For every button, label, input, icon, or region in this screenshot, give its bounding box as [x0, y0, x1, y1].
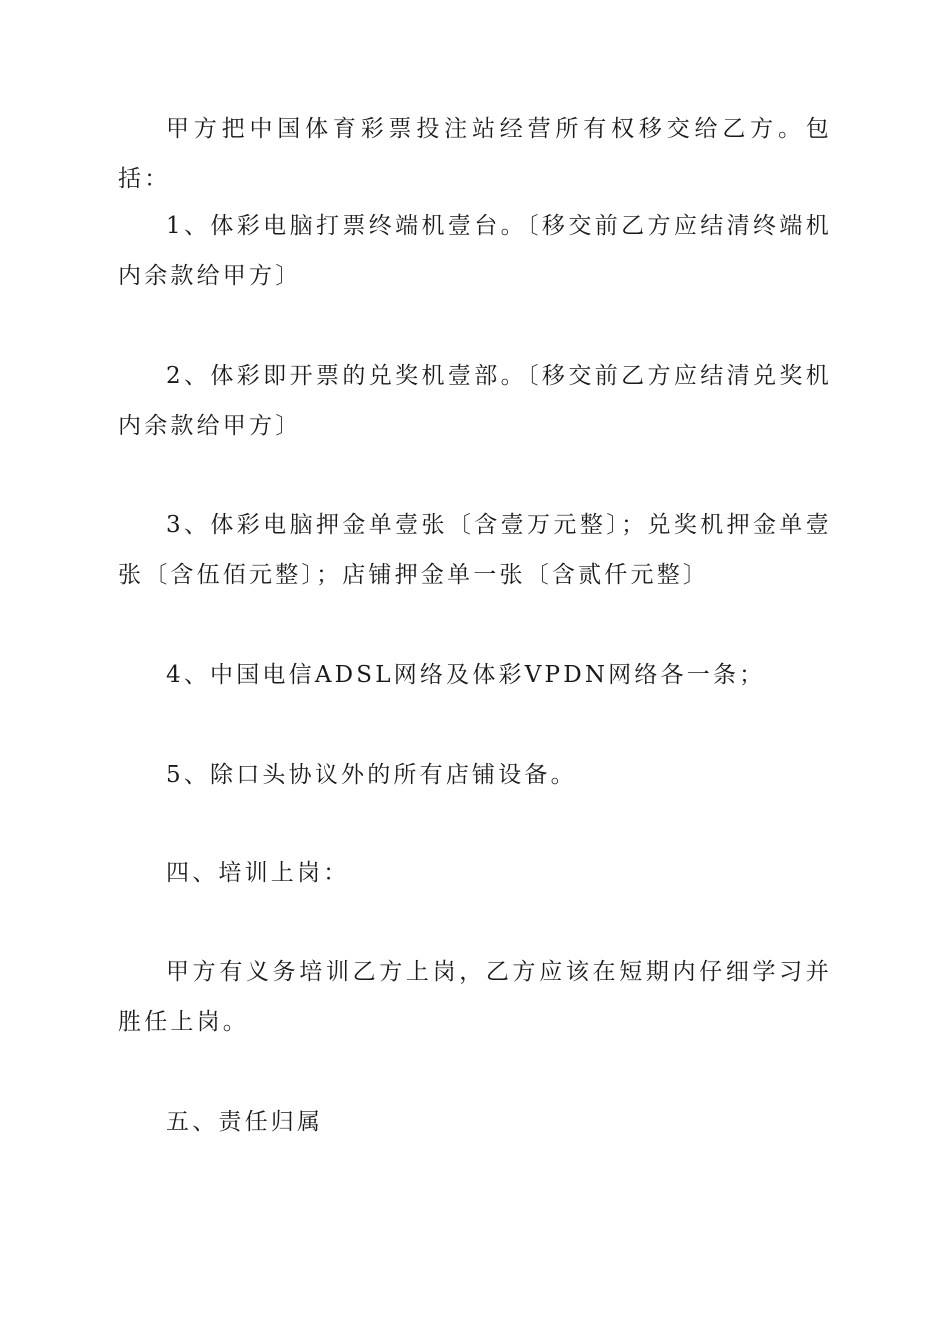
paragraph-item-5-equipment: 5、除口头协议外的所有店铺设备。 [166, 762, 577, 788]
paragraph-transfer-intro: 甲方把中国体育彩票投注站经营所有权移交给乙方。包括： [118, 116, 832, 192]
section-heading-training: 四、培训上岗： [166, 860, 350, 886]
paragraph-item-4-network: 4、中国电信ADSL网络及体彩VPDN网络各一条； [166, 662, 766, 688]
paragraph-training-body: 甲方有义务培训乙方上岗，乙方应该在短期内仔细学习并胜任上岗。 [118, 959, 832, 1035]
paragraph-item-1-terminal: 1、体彩电脑打票终端机壹台。〔移交前乙方应结清终端机内余款给甲方〕 [118, 213, 832, 289]
section-heading-responsibility: 五、责任归属 [166, 1109, 324, 1135]
paragraph-item-3-deposits: 3、体彩电脑押金单壹张〔含壹万元整〕；兑奖机押金单壹张〔含伍佰元整〕；店铺押金单一张〔含贰仟元整〕 [118, 512, 832, 588]
paragraph-item-2-redeem-machine: 2、体彩即开票的兑奖机壹部。〔移交前乙方应结清兑奖机内余款给甲方〕 [118, 363, 832, 439]
